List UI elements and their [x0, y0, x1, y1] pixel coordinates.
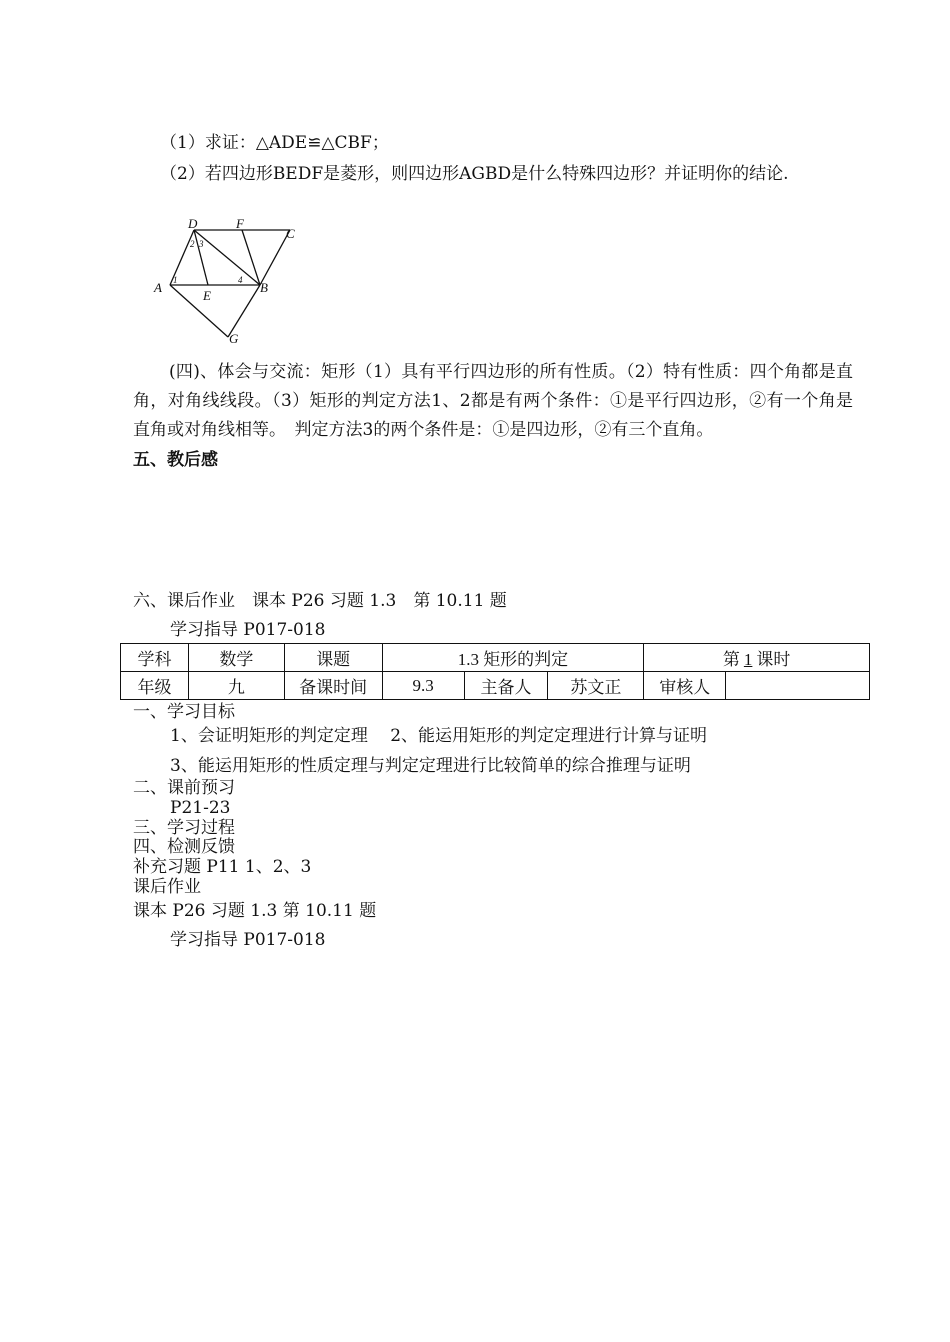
time-label: 备课时间 — [284, 672, 382, 700]
homework-text: 课本 P26 习题 1.3 第 10.11 题 — [133, 901, 377, 921]
angle-1-label: 1 — [173, 275, 178, 285]
table-row — [121, 644, 870, 672]
goal-3: 3、能运用矩形的性质定理与判定定理进行比较简单的综合推理与证明 — [170, 756, 691, 776]
supplement-exercises: 补充习题 P11 1、2、3 — [133, 857, 312, 877]
angle-4-label: 4 — [238, 275, 243, 285]
time-value: 9.3 — [382, 672, 464, 700]
angle-2-label: 2 — [190, 239, 195, 249]
label-F: F — [236, 216, 244, 231]
summary-paragraph: (四)、体会与交流：矩形（1）具有平行四边形的所有性质。（2）特有性质：四个角都是直角，对角线线段。（3）矩形的判定方法1、2都是有两个条件：①是平行四边形，②有一个角是直角或对角线相等。 判定方法3的两个条件是：①是四边形，②有三个直角。 — [133, 362, 853, 440]
lesson-prefix: 第 — [722, 650, 740, 669]
segment-GB — [228, 285, 260, 337]
lesson-info-table — [120, 643, 870, 700]
label-G: G — [229, 331, 239, 346]
table-row — [121, 672, 870, 700]
section6-guide: 学习指导 P017-018 — [170, 620, 326, 640]
grade-value: 九 — [188, 672, 284, 700]
label-D: D — [188, 216, 198, 231]
reviewer-label: 审核人 — [644, 672, 726, 700]
lesson-number: 1 — [743, 650, 753, 669]
process-title: 三、学习过程 — [133, 818, 235, 838]
preparer-value: 苏文正 — [548, 672, 644, 700]
problem-part-1: （1）求证：△ADE≌△CBF； — [160, 133, 389, 153]
segment-DB — [194, 230, 260, 285]
preview-pages: P21-23 — [170, 798, 231, 818]
subject-value: 数学 — [188, 644, 284, 672]
goal-1-2: 1、会证明矩形的判定定理 2、能运用矩形的判定定理进行计算与证明 — [170, 726, 708, 746]
problem-part-2: （2）若四边形BEDF是菱形，则四边形AGBD是什么特殊四边形？并证明你的结论. — [160, 164, 789, 184]
subject-label: 学科 — [121, 644, 189, 672]
preparer-label: 主备人 — [464, 672, 548, 700]
label-E: E — [203, 288, 211, 303]
homework-title: 课后作业 — [133, 877, 201, 897]
topic-value: 1.3 矩形的判定 — [382, 644, 644, 672]
lesson-suffix: 课时 — [756, 650, 791, 669]
topic-label: 课题 — [284, 644, 382, 672]
homework-guide: 学习指导 P017-018 — [170, 930, 326, 950]
segment-AG — [170, 285, 228, 337]
lesson-number-cell — [644, 644, 870, 672]
feedback-title: 四、检测反馈 — [133, 837, 235, 857]
reviewer-value — [726, 672, 870, 700]
section6-title: 六、课后作业 课本 P26 习题 1.3 第 10.11 题 — [133, 591, 507, 611]
geometry-figure — [150, 215, 310, 350]
goals-title: 一、学习目标 — [133, 702, 235, 722]
label-A: A — [154, 280, 162, 295]
grade-label: 年级 — [121, 672, 189, 700]
preview-title: 二、课前预习 — [133, 778, 235, 798]
label-B: B — [260, 280, 268, 295]
section5-title: 五、教后感 — [133, 450, 218, 470]
angle-3-label: 3 — [199, 239, 204, 249]
label-C: C — [286, 226, 295, 241]
